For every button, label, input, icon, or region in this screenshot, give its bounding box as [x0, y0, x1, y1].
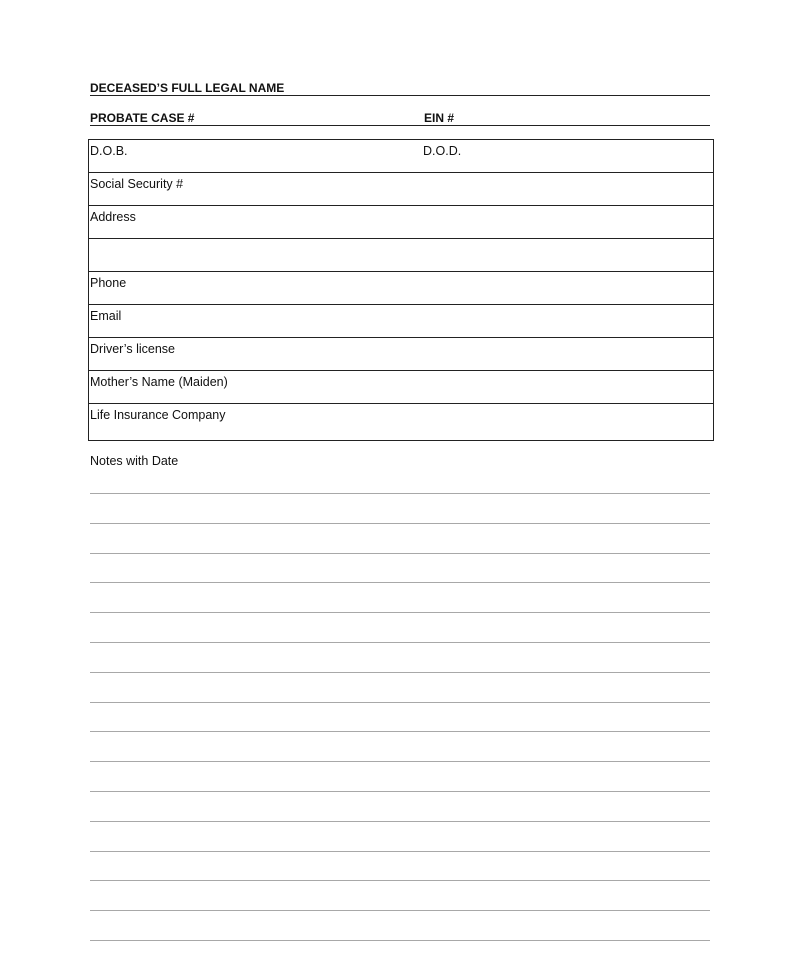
probate-ein-field[interactable]	[90, 111, 710, 126]
probate-case-label: PROBATE CASE #	[90, 111, 195, 125]
address-label: Address	[90, 210, 136, 224]
note-line[interactable]	[90, 940, 710, 941]
phone-label: Phone	[90, 276, 127, 290]
table-row-address[interactable]	[89, 206, 713, 239]
note-line[interactable]	[90, 731, 710, 732]
table-row-phone[interactable]	[89, 272, 713, 305]
table-row-life-insurance[interactable]	[89, 404, 713, 440]
table-row-mothers-maiden-name[interactable]	[89, 371, 713, 404]
ein-label: EIN #	[424, 111, 455, 125]
info-table	[88, 139, 714, 441]
note-line[interactable]	[90, 642, 710, 643]
mothers-maiden-name-label: Mother’s Name (Maiden)	[90, 375, 228, 389]
table-row-drivers-license[interactable]	[89, 338, 713, 371]
ssn-label: Social Security #	[90, 177, 184, 191]
deceased-name-label: DECEASED’S FULL LEGAL NAME	[90, 81, 285, 95]
table-row-address-continued[interactable]	[89, 239, 713, 272]
note-line[interactable]	[90, 851, 710, 852]
table-row-dob[interactable]	[89, 140, 713, 173]
note-line[interactable]	[90, 493, 710, 494]
email-label: Email	[90, 309, 122, 323]
table-row-email[interactable]	[89, 305, 713, 338]
note-line[interactable]	[90, 910, 710, 911]
note-line[interactable]	[90, 582, 710, 583]
notes-title: Notes with Date	[90, 454, 179, 468]
note-line[interactable]	[90, 791, 710, 792]
note-line[interactable]	[90, 821, 710, 822]
note-line[interactable]	[90, 672, 710, 673]
dob-label: D.O.B.	[90, 144, 128, 158]
note-line[interactable]	[90, 523, 710, 524]
note-line[interactable]	[90, 761, 710, 762]
table-row-ssn[interactable]	[89, 173, 713, 206]
drivers-license-label: Driver’s license	[90, 342, 175, 356]
note-line[interactable]	[90, 702, 710, 703]
note-line[interactable]	[90, 553, 710, 554]
note-line[interactable]	[90, 880, 710, 881]
dod-label: D.O.D.	[423, 144, 462, 158]
life-insurance-label: Life Insurance Company	[90, 408, 226, 422]
deceased-name-field[interactable]	[90, 81, 710, 96]
note-line[interactable]	[90, 612, 710, 613]
